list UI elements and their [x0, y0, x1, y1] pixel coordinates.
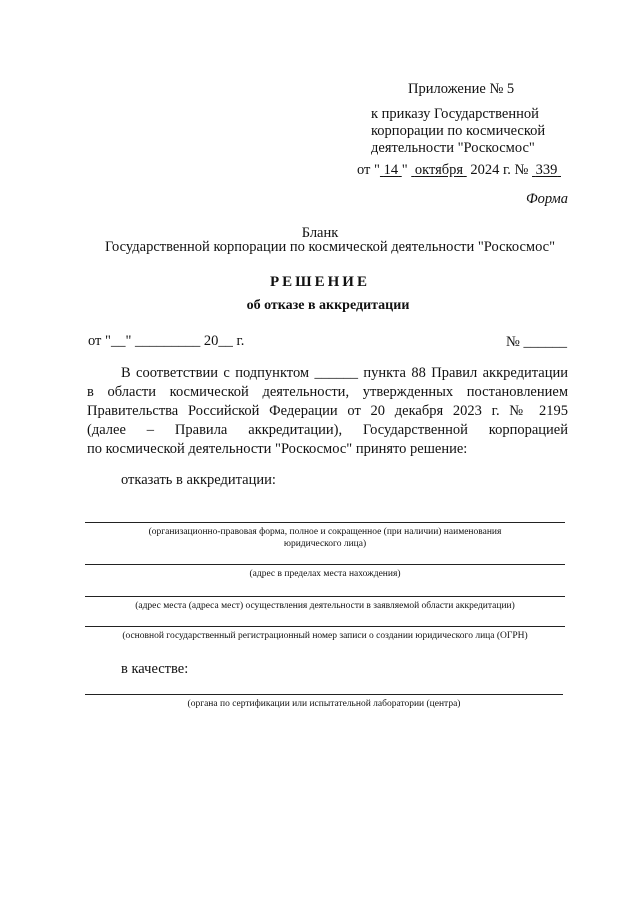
form-label: Форма: [526, 191, 568, 207]
order-number-value: 339: [535, 162, 558, 178]
activity-address-line: [85, 596, 565, 597]
order-date-month: [411, 162, 466, 178]
address-line: [85, 564, 565, 565]
body-line-2: в области космической деятельности, утвержденных постановлением: [87, 384, 568, 400]
ogrn-caption: (основной государственный регистрационный номер записи о создании юридического лица (ОГРН): [122, 631, 528, 641]
org-name-caption-line-1: (организационно-правовая форма, полное и сокращенное (при наличии) наименования: [148, 527, 502, 537]
body-type-caption: (органа по сертификации или испытательной лаборатории (центра): [187, 699, 461, 709]
decision-number: № ______: [506, 334, 567, 350]
order-date-prefix: от ": [357, 162, 380, 178]
refuse-statement: отказать в аккредитации:: [121, 472, 276, 488]
decision-title: РЕШЕНИЕ: [270, 274, 370, 290]
order-number: [532, 162, 561, 178]
body-line-1: В соответствии с подпунктом ______ пункта 88 Правил аккредитации: [121, 365, 568, 381]
organization-name: Государственной корпорации по космической деятельности "Роскосмос": [104, 239, 556, 255]
decision-subtitle: об отказе в аккредитации: [246, 298, 410, 313]
as-label: в качестве:: [121, 661, 189, 677]
order-date-year: 2024 г. №: [470, 162, 529, 178]
body-line-4: (далее – Правила аккредитации), Государственной корпорацией: [87, 422, 568, 438]
decision-date: от "__" _________ 20__ г.: [88, 333, 245, 349]
order-date-quote: ": [401, 162, 408, 178]
order-date: [357, 161, 561, 179]
ogrn-line: [85, 626, 565, 627]
appendix-line-1: к приказу Государственной: [371, 106, 539, 122]
order-date-day-value: 14: [383, 162, 399, 178]
org-name-caption: [85, 526, 565, 550]
org-name-caption-line-2: юридического лица): [283, 539, 367, 549]
body-type-line: [85, 694, 563, 695]
order-date-day: [380, 162, 402, 178]
appendix-title: Приложение № 5: [408, 81, 515, 97]
address-caption: (адрес в пределах места нахождения): [249, 569, 401, 579]
appendix-line-3: деятельности "Роскосмос": [371, 140, 535, 156]
org-name-line: [85, 522, 565, 523]
activity-address-caption: (адрес места (адреса мест) осуществления деятельности в заявляемой области аккредитации): [135, 601, 515, 611]
order-date-month-value: октября: [414, 162, 464, 178]
body-line-3: Правительства Российской Федерации от 20 декабря 2023 г. № 2195: [87, 403, 568, 419]
appendix-line-2: корпорации по космической: [371, 123, 546, 139]
blank-label: Бланк: [301, 225, 339, 241]
body-line-5: по космической деятельности "Роскосмос" принято решение:: [87, 441, 468, 457]
